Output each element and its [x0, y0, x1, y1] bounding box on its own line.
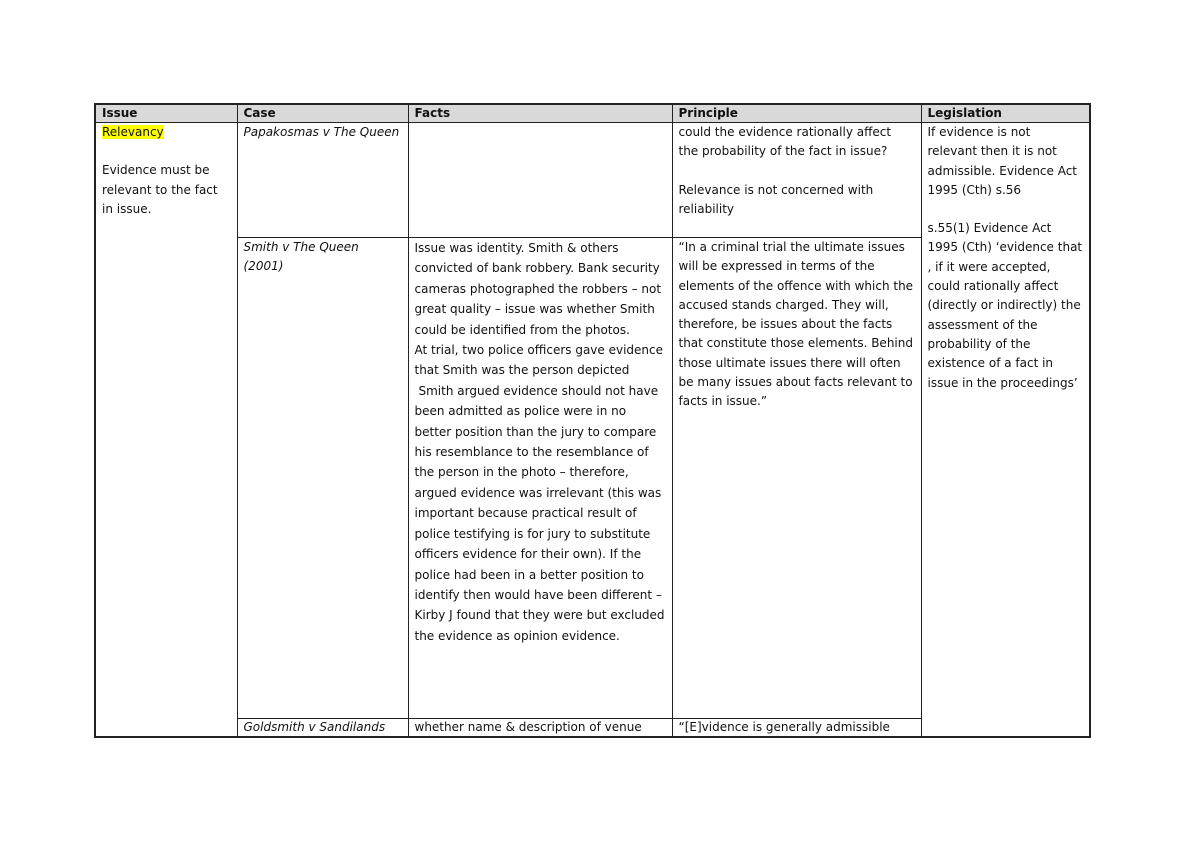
legislation-para-2: s.55(1) Evidence Act 1995 (Cth) ‘evidence that , if it were accepted, could rationally affect (directly or indirectly) the assessment of the probability of the existence of a fact in issue in the proceedings’ [927, 221, 1083, 390]
principle-cell [672, 123, 921, 238]
case-name: Smith v The Queen (2001) [237, 238, 408, 719]
header-principle: Principle [672, 104, 921, 123]
facts-paragraph-1: Issue was identity. Smith & others convicted of bank robbery. Bank security cameras photographed the robbers – not great quality – issue was whether Smith could be identified from the photos. [414, 241, 662, 337]
issue-description: Evidence must be relevant to the fact in issue. [102, 163, 218, 216]
facts-paragraph-3: Smith argued evidence should not have been admitted as police were in no better position than the jury to compare his resemblance to the resemblance of the person in the photo – therefore, argued evidence was irrelevant (this was important because practical result of police testifying is for jury to substitute officers evidence for their own). If the police had been in a better position to identify then would have been different – Kirby J found that they were but excluded the evidence as opinion evidence. [414, 383, 665, 643]
header-facts: Facts [408, 104, 672, 123]
case-name: Goldsmith v Sandilands [237, 719, 408, 738]
principle-cell: “[E]vidence is generally admissible [672, 719, 921, 738]
legislation-cell [921, 123, 1090, 738]
legislation-para-1: If evidence is not relevant then it is not admissible. Evidence Act 1995 (Cth) s.56 [927, 125, 1078, 197]
header-row [95, 104, 1090, 123]
table-row [95, 123, 1090, 238]
facts-cell: whether name & description of venue [408, 719, 672, 738]
facts-cell [408, 123, 672, 238]
issue-cell [95, 123, 237, 738]
principle-question: could the evidence rationally affect the probability of the fact in issue? [678, 125, 892, 159]
issue-topic-highlight: Relevancy [102, 125, 164, 139]
facts-paragraph-2: At trial, two police officers gave evidence that Smith was the person depicted [414, 343, 664, 378]
principle-reliability: Relevance is not concerned with reliability [678, 182, 874, 216]
case-name: Papakosmas v The Queen [237, 123, 408, 238]
header-legislation: Legislation [921, 104, 1090, 123]
evidence-notes-table [94, 103, 1091, 738]
facts-cell [408, 238, 672, 719]
header-case: Case [237, 104, 408, 123]
principle-cell: “In a criminal trial the ultimate issues will be expressed in terms of the elements of the offence with which the accused stands charged. They will, therefore, be issues about the facts that constitute those elements. Behind those ultimate issues there will often be many issues about facts relevant to facts in issue.” [672, 238, 921, 719]
header-issue: Issue [95, 104, 237, 123]
